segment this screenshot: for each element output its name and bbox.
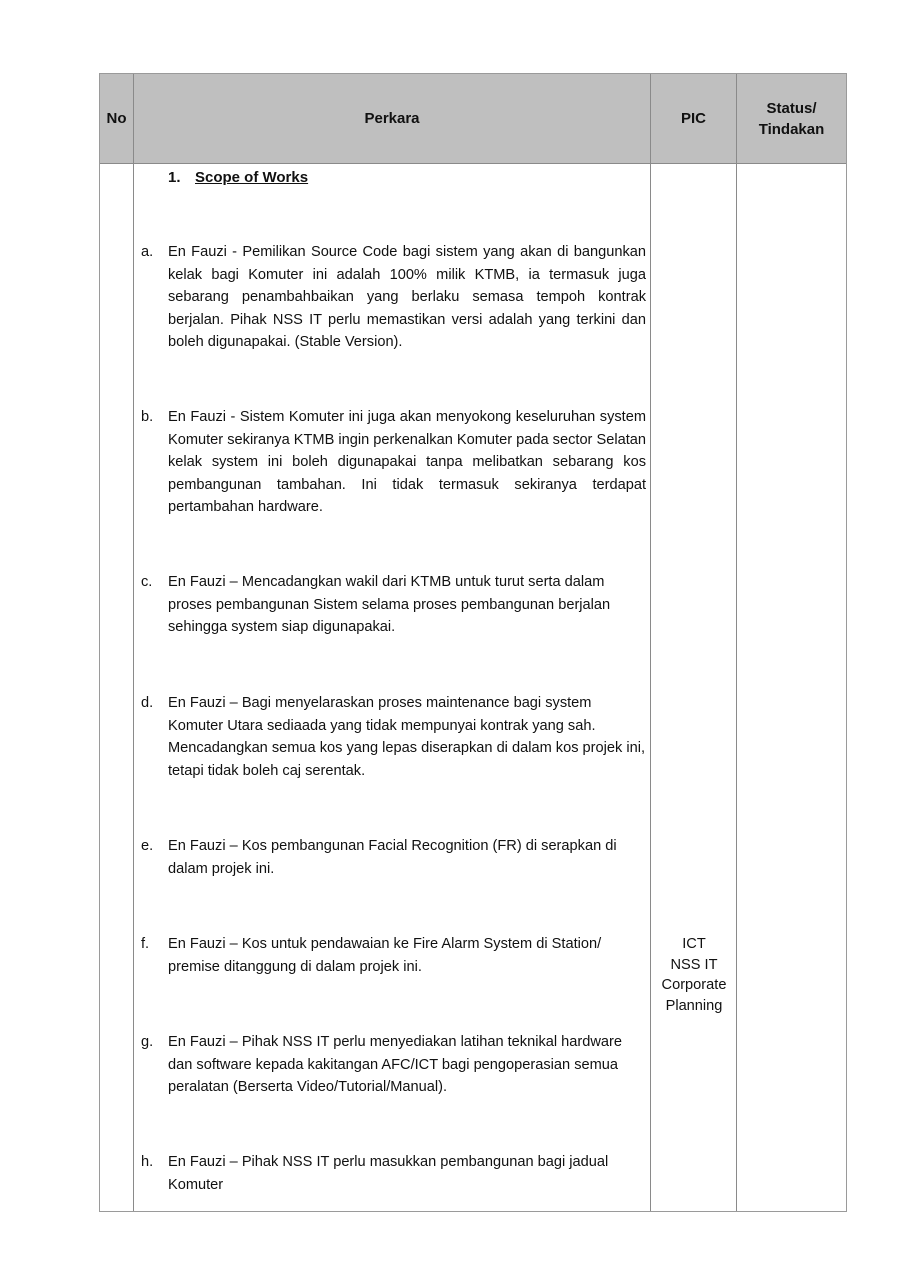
header-status-line1: Status/ bbox=[766, 99, 817, 117]
item-text: En Fauzi – Pihak NSS IT perlu menyediakan latihan teknikal hardware dan software kepada kakitangan AFC/ICT bagi pengoperasian semua peralatan (Berserta Video/Tutorial/Manual). bbox=[168, 1034, 623, 1095]
item-text: En Fauzi - Pemilikan Source Code bagi sistem yang akan di bangunkan kelak bagi Komuter ini adalah 100% milik KTMB, ia termasuk juga sebarang penambahbaikan yang berlaku semasa tempoh kontrak berjalan. Pihak NSS IT perlu memastikan versi adalah yang terkini dan boleh digunapakai. (Stable Version). bbox=[168, 244, 646, 350]
item-label: d. bbox=[141, 695, 154, 711]
item-text: En Fauzi – Pihak NSS IT perlu masukkan pembangunan bagi jadual Komuter bbox=[168, 1154, 609, 1193]
pic-line: Corporate bbox=[661, 977, 727, 993]
header-status bbox=[737, 74, 846, 163]
item-label: e. bbox=[141, 838, 154, 854]
item-label: a. bbox=[141, 244, 154, 260]
column-divider bbox=[736, 74, 737, 1211]
pic-line: ICT bbox=[682, 936, 706, 952]
item-text: En Fauzi – Kos untuk pendawaian ke Fire Alarm System di Station/ premise ditanggung di dalam projek ini. bbox=[168, 936, 602, 975]
item-label: b. bbox=[141, 409, 154, 425]
item-label: h. bbox=[141, 1154, 154, 1170]
item-label: f. bbox=[141, 936, 150, 952]
column-divider bbox=[133, 74, 134, 1211]
header-perkara: Perkara bbox=[364, 110, 420, 127]
section-heading bbox=[168, 167, 308, 189]
header-pic: PIC bbox=[680, 110, 706, 127]
minutes-table bbox=[99, 73, 847, 1212]
pic-line: NSS IT bbox=[670, 956, 718, 973]
item-label: c. bbox=[141, 574, 153, 590]
column-divider bbox=[650, 74, 651, 1211]
item-text: En Fauzi – Kos pembangunan Facial Recognition (FR) di serapkan di dalam projek ini. bbox=[168, 838, 617, 877]
section-title: Scope of Works bbox=[195, 169, 309, 186]
pic-line: Planning bbox=[665, 997, 723, 1014]
section-number: 1. bbox=[168, 169, 181, 186]
item-text: En Fauzi - Sistem Komuter ini juga akan menyokong keseluruhan system Komuter sekiranya KTMB ingin perkenalkan Komuter pada sector Selatan kelak system ini boleh digunapakai tanpa melibatkan sebarang kos pembangunan tambahan. Ini tidak termasuk sekiranya terdapat pertambahan hardware. bbox=[168, 409, 646, 515]
header-no: No bbox=[106, 110, 127, 127]
item-label: g. bbox=[141, 1034, 154, 1050]
pic-cell bbox=[651, 934, 737, 1016]
header-status-line2: Tindakan bbox=[758, 120, 825, 138]
item-text: En Fauzi – Bagi menyelaraskan proses maintenance bagi system Komuter Utara sediaada yang tidak mempunyai kontrak yang sah. Mencadangkan semua kos yang lepas diserapkan di dalam kos projek ini, tetapi tidak boleh caj serentak. bbox=[168, 695, 646, 779]
item-text: En Fauzi – Mencadangkan wakil dari KTMB untuk turut serta dalam proses pembangunan Sistem selama proses pembangunan berjalan sehingga system siap digunapakai. bbox=[168, 574, 611, 635]
